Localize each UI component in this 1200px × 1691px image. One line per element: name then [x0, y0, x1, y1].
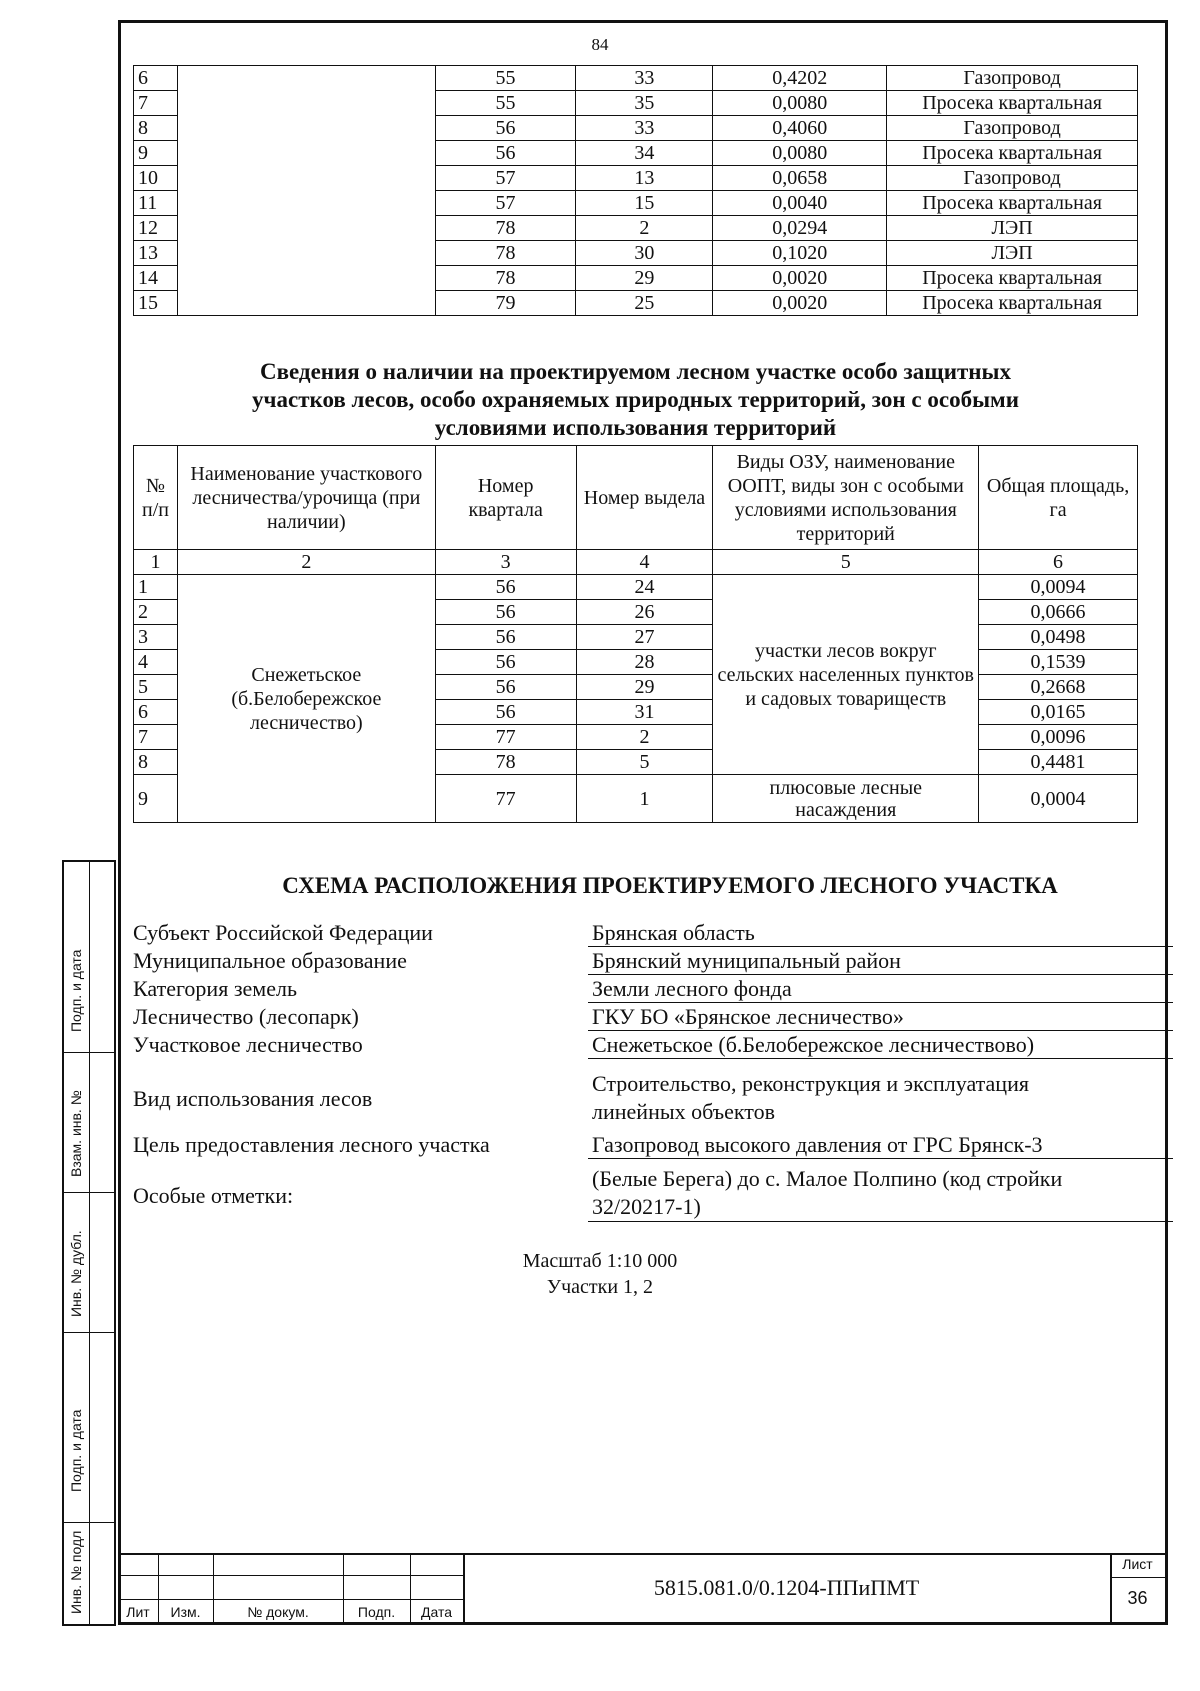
row-number: 13	[134, 241, 178, 266]
table-row	[134, 66, 1138, 91]
row-number: 9	[134, 141, 178, 166]
row-number: 6	[134, 66, 178, 91]
vydel-cell: 35	[576, 91, 713, 116]
row-number: 8	[134, 116, 178, 141]
area-cell: 0,0020	[713, 291, 887, 316]
row-number: 3	[134, 625, 178, 650]
area-cell: 0,4202	[713, 66, 887, 91]
area-cell: 0,0020	[713, 266, 887, 291]
vydel-cell: 34	[576, 141, 713, 166]
kvartal-cell: 79	[435, 291, 576, 316]
area-cell: 0,1539	[979, 650, 1138, 675]
info-row	[133, 976, 1173, 1004]
vydel-cell: 24	[576, 575, 713, 600]
area-cell: 0,0666	[979, 600, 1138, 625]
row-number: 4	[134, 650, 178, 675]
vydel-cell: 27	[576, 625, 713, 650]
ozu-type-cell: участки лесов вокруг сельских населенных пунктов и садовых товариществ	[713, 575, 979, 775]
side-podp-data-2: Подп. и дата	[68, 1409, 84, 1492]
purpose-cell: Просека квартальная	[887, 91, 1138, 116]
header-vydel: Номер выдела	[576, 446, 713, 550]
continuation-table	[133, 65, 1138, 316]
vydel-cell: 2	[576, 216, 713, 241]
label-podp: Подп.	[357, 1604, 396, 1620]
header-n: № п/п	[134, 446, 178, 550]
col-number: 3	[435, 550, 576, 575]
info-row	[133, 948, 1173, 976]
area-cell: 0,0165	[979, 700, 1138, 725]
scale-text: Масштаб 1:10 000	[522, 1250, 678, 1272]
info-label: Категория земель	[133, 976, 297, 1001]
page-number: 84	[591, 35, 609, 54]
label-data: Дата	[420, 1604, 452, 1620]
scheme-title: СХЕМА РАСПОЛОЖЕНИЯ ПРОЕКТИРУЕМОГО ЛЕСНОГО УЧАСТКА	[282, 873, 1058, 898]
lesnichestvo-cell: Снежетьское (б.Белобережское лесничество)	[177, 575, 435, 823]
purpose-cell: Газопровод	[887, 166, 1138, 191]
scale-block	[0, 1248, 1200, 1300]
vydel-cell: 33	[576, 116, 713, 141]
info-row	[133, 1032, 1173, 1060]
header-area: Общая площадь, га	[979, 446, 1138, 550]
info-label: Субъект Российской Федерации	[133, 920, 433, 945]
purpose-cell: ЛЭП	[887, 241, 1138, 266]
kvartal-cell: 56	[435, 675, 576, 700]
side-inv-dubl: Инв. № дубл.	[68, 1230, 84, 1317]
vydel-cell: 15	[576, 191, 713, 216]
purpose-cell: Газопровод	[887, 116, 1138, 141]
title-block	[118, 1553, 1168, 1626]
header-name: Наименование участкового лесничества/урочища (при наличии)	[177, 446, 435, 550]
area-cell: 0,0498	[979, 625, 1138, 650]
kvartal-cell: 57	[435, 191, 576, 216]
vydel-cell: 13	[576, 166, 713, 191]
label-lit: Лит	[126, 1604, 150, 1620]
kvartal-cell: 55	[435, 91, 576, 116]
info-label: Цель предоставления лесного участка	[133, 1132, 490, 1157]
label-list: Лист	[1122, 1556, 1153, 1572]
kvartal-cell: 78	[435, 266, 576, 291]
side-podp-data-1: Подп. и дата	[68, 949, 84, 1032]
kvartal-cell: 56	[435, 116, 576, 141]
side-vzam-inv: Взам. инв. №	[68, 1090, 84, 1177]
info-value: Брянская область	[588, 920, 1173, 947]
info-label: Участковое лесничество	[133, 1032, 363, 1057]
label-izm: Изм.	[170, 1604, 201, 1620]
purpose-cell: Просека квартальная	[887, 291, 1138, 316]
row-number: 14	[134, 266, 178, 291]
vydel-cell: 33	[576, 66, 713, 91]
info-label: Лесничество (лесопарк)	[133, 1004, 359, 1029]
row-number: 12	[134, 216, 178, 241]
col-number: 4	[576, 550, 713, 575]
area-cell: 0,0294	[713, 216, 887, 241]
vydel-cell: 26	[576, 600, 713, 625]
ozu-type-cell: плюсовые лесные насаждения	[713, 775, 979, 823]
kvartal-cell: 78	[435, 216, 576, 241]
parts-text: Участки 1, 2	[546, 1276, 654, 1298]
info-value: Строительство, реконструкция и эксплуатация линейных объектов	[592, 1071, 1029, 1124]
info-row-special	[133, 1165, 1173, 1225]
kvartal-cell: 56	[435, 575, 576, 600]
kvartal-cell: 77	[435, 775, 576, 823]
kvartal-cell: 56	[435, 650, 576, 675]
vydel-cell: 28	[576, 650, 713, 675]
area-cell: 0,0080	[713, 141, 887, 166]
col-number: 1	[134, 550, 178, 575]
kvartal-cell: 78	[435, 241, 576, 266]
section-title-ozu: Сведения о наличии на проектируемом лесном участке особо защитных участков лесов, особо охраняемых природных территорий, зон с особыми условиями использования территорий	[252, 359, 1019, 440]
purpose-cell: ЛЭП	[887, 216, 1138, 241]
row-number: 5	[134, 675, 178, 700]
info-row-vid	[133, 1070, 1173, 1130]
vydel-cell: 5	[576, 750, 713, 775]
info-value: Брянский муниципальный район	[588, 948, 1173, 975]
area-cell: 0,0080	[713, 91, 887, 116]
info-label: Вид использования лесов	[133, 1086, 373, 1111]
kvartal-cell: 78	[435, 750, 576, 775]
info-value: ГКУ БО «Брянское лесничество»	[588, 1004, 1173, 1031]
info-label: Муниципальное образование	[133, 948, 407, 973]
vydel-cell: 25	[576, 291, 713, 316]
kvartal-cell: 77	[435, 725, 576, 750]
kvartal-cell: 56	[435, 141, 576, 166]
row-number: 7	[134, 91, 178, 116]
row-number: 1	[134, 575, 178, 600]
row-number: 10	[134, 166, 178, 191]
area-cell: 0,4060	[713, 116, 887, 141]
purpose-cell: Просека квартальная	[887, 191, 1138, 216]
vydel-cell: 2	[576, 725, 713, 750]
row-number: 15	[134, 291, 178, 316]
row-number: 6	[134, 700, 178, 725]
purpose-cell: Просека квартальная	[887, 141, 1138, 166]
info-value: Снежетьское (б.Белобережское лесничествово)	[588, 1032, 1173, 1059]
document-code: 5815.081.0/0.1204-ППиПМТ	[653, 1575, 920, 1600]
purpose-cell: Газопровод	[887, 66, 1138, 91]
label-doc-no: № докум.	[247, 1604, 309, 1620]
area-cell: 0,0040	[713, 191, 887, 216]
area-cell: 0,0094	[979, 575, 1138, 600]
purpose-cell: Просека квартальная	[887, 266, 1138, 291]
area-cell: 0,4481	[979, 750, 1138, 775]
info-row-purpose	[133, 1132, 1173, 1160]
vydel-cell: 30	[576, 241, 713, 266]
area-cell: 0,0004	[979, 775, 1138, 823]
area-cell: 0,0096	[979, 725, 1138, 750]
info-value: Земли лесного фонда	[588, 976, 1173, 1003]
kvartal-cell: 56	[435, 700, 576, 725]
col-number: 2	[177, 550, 435, 575]
area-cell: 0,0658	[713, 166, 887, 191]
area-cell: 0,1020	[713, 241, 887, 266]
vydel-cell: 29	[576, 266, 713, 291]
vydel-cell: 29	[576, 675, 713, 700]
kvartal-cell: 56	[435, 600, 576, 625]
name-cell-empty	[177, 66, 435, 316]
row-number: 7	[134, 725, 178, 750]
col-number: 6	[979, 550, 1138, 575]
sheet-number: 36	[1127, 1588, 1148, 1608]
info-label: Особые отметки:	[133, 1183, 294, 1208]
row-number: 2	[134, 600, 178, 625]
info-row	[133, 1004, 1173, 1032]
kvartal-cell: 57	[435, 166, 576, 191]
kvartal-cell: 55	[435, 66, 576, 91]
table-row	[134, 575, 1138, 600]
header-kvartal: Номер квартала	[435, 446, 576, 550]
info-row	[133, 920, 1173, 948]
info-value: (Белые Берега) до с. Малое Полпино (код стройки 32/20217-1)	[588, 1165, 1173, 1222]
row-number: 11	[134, 191, 178, 216]
info-value: Газопровод высокого давления от ГРС Брянск-3	[588, 1132, 1173, 1159]
kvartal-cell: 56	[435, 625, 576, 650]
col-number: 5	[713, 550, 979, 575]
row-number: 9	[134, 775, 178, 823]
header-ozu: Виды ОЗУ, наименование ООПТ, виды зон с особыми условиями использования территорий	[713, 446, 979, 550]
side-stamp	[62, 860, 116, 1626]
vydel-cell: 1	[576, 775, 713, 823]
ozu-table	[133, 445, 1138, 823]
vydel-cell: 31	[576, 700, 713, 725]
row-number: 8	[134, 750, 178, 775]
side-inv-podl: Инв. № подл	[68, 1530, 84, 1614]
area-cell: 0,2668	[979, 675, 1138, 700]
